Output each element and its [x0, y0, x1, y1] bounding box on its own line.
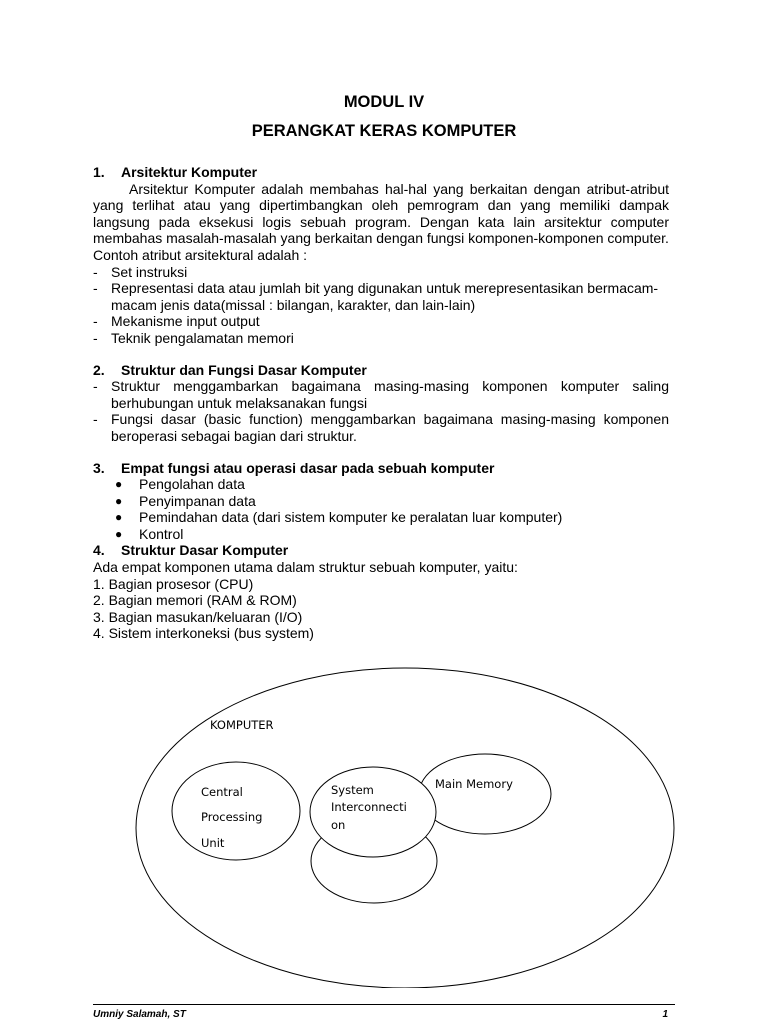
main-memory-ellipse	[419, 754, 551, 834]
computer-structure-diagram	[130, 664, 690, 988]
cpu-label-line1: Central	[201, 785, 243, 799]
footer-divider	[93, 1004, 675, 1005]
module-subtitle: PERANGKAT KERAS KOMPUTER	[251, 122, 517, 140]
section-number: 4.	[93, 542, 105, 559]
section-title: Struktur dan Fungsi Dasar Komputer	[121, 361, 367, 378]
list-item: 2. Bagian memori (RAM & ROM)	[93, 592, 297, 609]
komputer-label: KOMPUTER	[210, 718, 274, 732]
list-item: - Struktur menggambarkan bagaimana masing-masing komponen komputer saling berhubungan untuk melaksanakan fungsi	[93, 378, 669, 411]
section-title: Struktur Dasar Komputer	[121, 542, 289, 559]
section-2-heading	[93, 362, 669, 379]
bullet-item: ● Kontrol	[115, 525, 184, 542]
system-label-line2: Interconnecti	[331, 800, 407, 814]
page-number: 1	[662, 1009, 668, 1020]
bullet-icon: ●	[115, 493, 123, 508]
section-title: Arsitektur Komputer	[121, 164, 258, 180]
list-item: 4. Sistem interkoneksi (bus system)	[93, 625, 314, 642]
footer-author: Umniy Salamah, ST	[93, 1009, 186, 1020]
bullet-item: ● Penyimpanan data	[115, 492, 256, 509]
section-4-intro: Ada empat komponen utama dalam struktur sebuah komputer, yaitu:	[93, 559, 518, 576]
section-1-intro: Contoh atribut arsitektural adalah :	[93, 246, 308, 263]
list-item: - Set instruksi	[93, 263, 188, 280]
list-item: - Representasi data atau jumlah bit yang digunakan untuk merepresentasikan bermacam-macam jenis data(missal : bilangan, karakter, dan lain-lain)	[93, 280, 659, 313]
section-1-heading	[93, 164, 669, 181]
list-item: - Fungsi dasar (basic function) menggambarkan bagaimana masing-masing komponen beroperasi sebagai bagian dari struktur.	[93, 411, 669, 444]
list-item: 3. Bagian masukan/keluaran (I/O)	[93, 608, 303, 625]
bullet-icon: ●	[115, 477, 123, 492]
list-item: - Teknik pengalamatan memori	[93, 329, 294, 346]
system-label-line1: System	[331, 783, 374, 797]
section-4-heading	[93, 542, 669, 559]
section-3-heading	[93, 460, 669, 477]
document-body	[93, 164, 669, 642]
bullet-item: ● Pemindahan data (dari sistem komputer ke peralatan luar komputer)	[115, 509, 563, 526]
section-number: 3.	[93, 459, 105, 476]
list-item: - Mekanisme input output	[93, 313, 260, 330]
bullet-icon: ●	[115, 510, 123, 525]
section-1-paragraph: Arsitektur Komputer adalah membahas hal-hal yang berkaitan dengan atribut-atribut yang terlihat atau yang dipertimbangkan oleh pemrogram dan yang memiliki dampak langsung pada eksekusi logis sebuah program. Dengan kata lain arsitektur computer membahas masalah-masalah yang berkaitan dengan fungsi komponen-komponen computer.	[93, 180, 669, 247]
section-title: Empat fungsi atau operasi dasar pada sebuah komputer	[121, 459, 495, 476]
cpu-label-line3: Unit	[201, 836, 225, 850]
list-item: 1. Bagian prosesor (CPU)	[93, 575, 254, 592]
bullet-icon: ●	[115, 526, 123, 541]
main-memory-label: Main Memory	[435, 777, 513, 791]
module-title: MODUL IV	[343, 93, 425, 111]
section-number: 1.	[93, 164, 105, 180]
system-label-line3: on	[331, 818, 346, 832]
section-number: 2.	[93, 361, 105, 378]
bullet-item: ● Pengolahan data	[115, 476, 245, 493]
cpu-label-line2: Processing	[201, 810, 263, 824]
